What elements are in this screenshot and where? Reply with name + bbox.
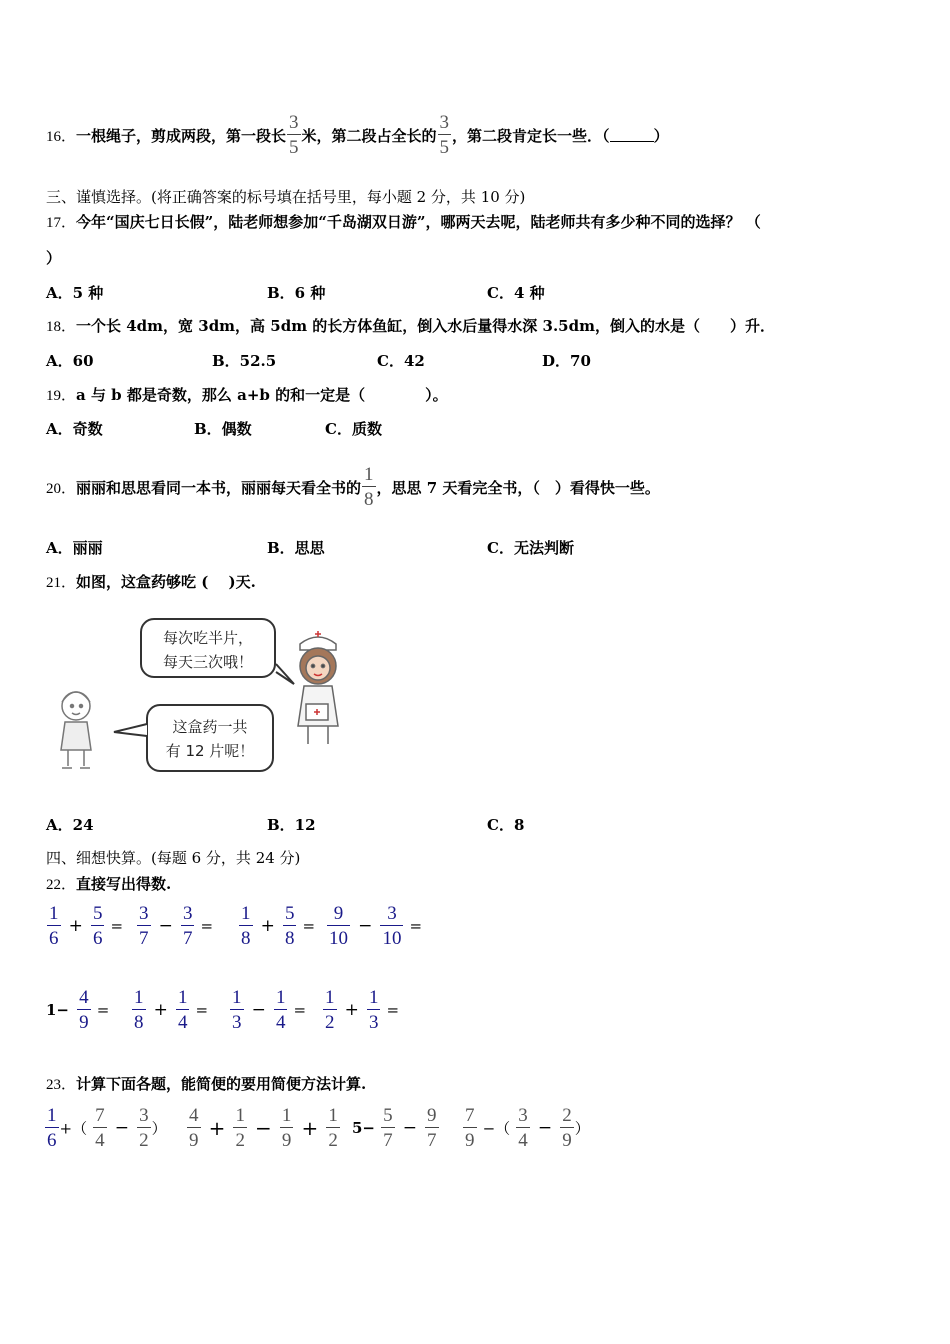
question-text: 如图，这盒药够吃 ( )天. <box>76 573 256 591</box>
option-a[interactable]: A．奇数 <box>46 420 103 438</box>
expression-23-1: $\frac{1}{6}$ +（ $\frac{7}{4}$ − $\frac{3}{2}$ ） <box>47 1105 167 1151</box>
question-text: 今年“国庆七日长假”，陆老师想参加“千岛湖双日游”，哪两天去呢，陆老师共有多少种不同的选择？ （ <box>76 213 761 231</box>
question-21 <box>46 571 256 592</box>
question-text: ） <box>653 126 669 145</box>
fraction: $\frac{3}{5}$ <box>289 112 299 158</box>
question-text: 直接写出得数. <box>76 875 172 893</box>
option-a[interactable]: A．5 种 <box>46 284 104 302</box>
expression-22-8: $\frac{1}{2}$ + $\frac{1}{3}$ = <box>325 987 400 1033</box>
option-c[interactable]: C．4 种 <box>487 284 545 302</box>
fraction: $\frac{3}{5}$ <box>439 112 450 158</box>
question-text: 丽丽和思思看同一本书，丽丽每天看全书的 <box>76 478 362 497</box>
question-text: 米，第二段占全长的 <box>301 126 437 145</box>
question-number: 16． <box>46 128 77 145</box>
expression-22-2: $\frac{3}{7}$ − $\frac{3}{7}$ = <box>139 903 214 949</box>
question-number: 23． <box>46 1077 77 1093</box>
expression-23-4: $\frac{7}{9}$ −（ $\frac{3}{4}$ − $\frac{2}{9}$ ） <box>465 1105 590 1151</box>
option-b[interactable]: B．12 <box>267 816 316 834</box>
option-c[interactable]: C．8 <box>487 816 525 834</box>
option-d[interactable]: D．70 <box>542 352 591 370</box>
question-text: ，思思 7 天看完全书，（ ）看得快一些。 <box>376 478 660 497</box>
expression-22-6: $\frac{1}{8}$ + $\frac{1}{4}$ = <box>134 987 209 1033</box>
girl-speech-bubble: 这盒药一共 有 12 片呢！ <box>146 704 274 772</box>
question-text: 一根绳子，剪成两段，第一段长 <box>76 126 287 145</box>
expression-22-3: $\frac{1}{8}$ + $\frac{5}{8}$ = <box>241 903 316 949</box>
question-text: 一个长 4dm，宽 3dm，高 5dm 的长方体鱼缸，倒入水后量得水深 3.5dm，倒入的水是（ ）升． <box>76 317 775 335</box>
question-20 <box>46 450 660 524</box>
option-b[interactable]: B．52.5 <box>212 352 277 370</box>
option-a[interactable]: A．60 <box>46 352 94 370</box>
medicine-illustration <box>46 612 366 782</box>
question-number: 21． <box>46 575 77 591</box>
question-19 <box>46 384 448 405</box>
option-b[interactable]: B．思思 <box>267 539 325 557</box>
option-c[interactable]: C．质数 <box>325 420 382 438</box>
option-c[interactable]: C．42 <box>377 352 425 370</box>
question-number: 22． <box>46 877 77 893</box>
question-17-continued: ） <box>46 249 62 267</box>
expression-22-4: $\frac{9}{10}$ − $\frac{3}{10}$ = <box>329 903 423 949</box>
fraction: $\frac{1}{8}$ <box>364 464 374 510</box>
question-23 <box>46 1073 366 1094</box>
section-3-title: 三、谨慎选择。(将正确答案的标号填在括号里，每小题 2 分，共 10 分) <box>46 188 526 206</box>
question-number: 19． <box>46 388 77 404</box>
section-4-title: 四、细想快算。(每题 6 分，共 24 分) <box>46 849 301 867</box>
question-number: 17． <box>46 215 77 231</box>
option-c[interactable]: C．无法判断 <box>487 539 574 557</box>
question-text: 计算下面各题，能简便的要用简便方法计算. <box>76 1075 367 1093</box>
question-16 <box>46 100 669 170</box>
option-a[interactable]: A．24 <box>46 816 94 834</box>
option-b[interactable]: B．6 种 <box>267 284 326 302</box>
question-number: 20． <box>46 480 77 497</box>
option-a[interactable]: A．丽丽 <box>46 539 103 557</box>
expression-22-5: 1− $\frac{4}{9}$ = <box>46 987 110 1033</box>
girl-icon <box>50 684 106 776</box>
question-number: 18． <box>46 319 77 335</box>
question-18 <box>46 315 775 336</box>
expression-22-1: $\frac{1}{6}$ + $\frac{5}{6}$ = <box>49 903 124 949</box>
nurse-icon <box>278 622 358 750</box>
option-b[interactable]: B．偶数 <box>194 420 252 438</box>
question-22 <box>46 873 171 894</box>
question-text: a 与 b 都是奇数，那么 a+b 的和一定是（ ）。 <box>76 386 448 404</box>
nurse-speech-bubble: 每次吃半片， 每天三次哦！ <box>140 618 276 678</box>
expression-22-7: $\frac{1}{3}$ − $\frac{1}{4}$ = <box>232 987 307 1033</box>
expression-23-3: 5− $\frac{5}{7}$ − $\frac{9}{7}$ <box>352 1105 437 1151</box>
question-text: ，第二段肯定长一些．（ <box>452 126 610 145</box>
question-17 <box>46 211 761 232</box>
expression-23-2: $\frac{4}{9}$ + $\frac{1}{2}$ − $\frac{1}{9}$ + $\frac{1}{2}$ <box>189 1105 338 1151</box>
answer-blank[interactable] <box>610 129 654 142</box>
